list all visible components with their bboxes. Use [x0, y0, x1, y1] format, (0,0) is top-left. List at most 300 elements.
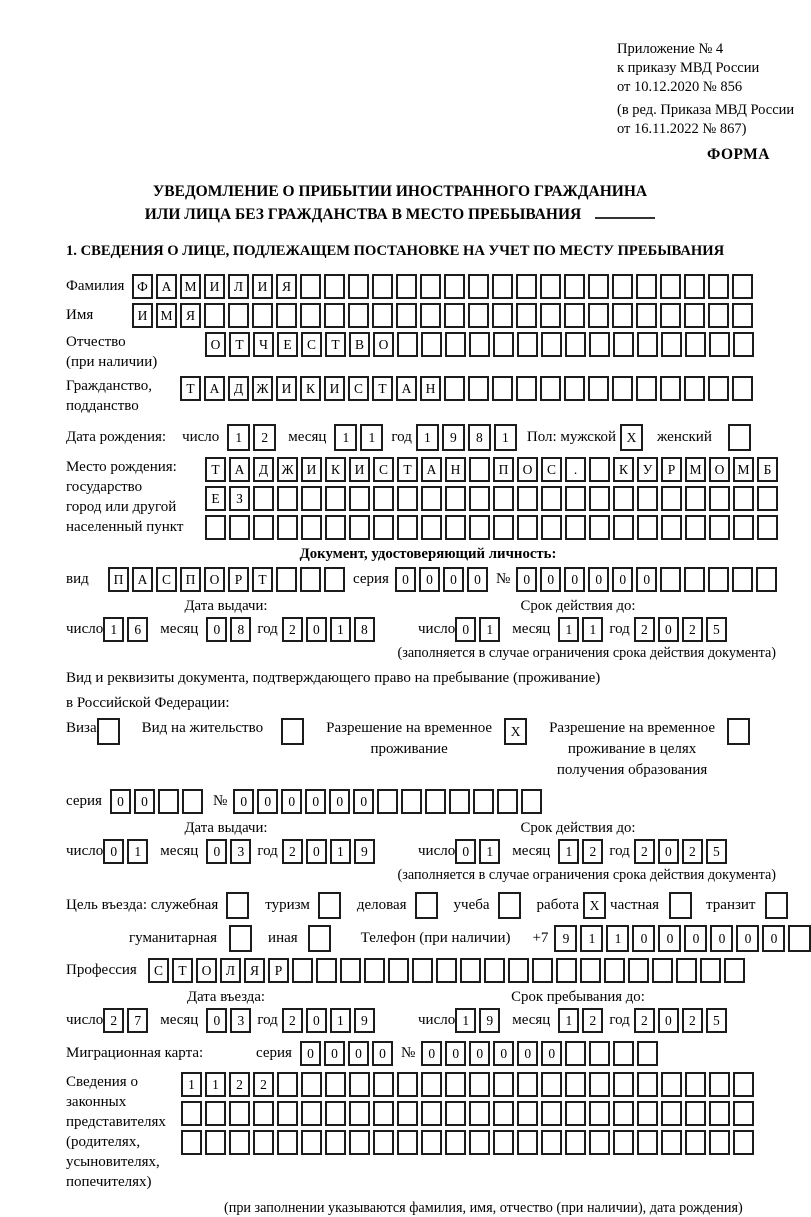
- char-cell[interactable]: [377, 789, 398, 814]
- char-cell[interactable]: Р: [661, 457, 682, 482]
- char-cell[interactable]: [613, 1130, 634, 1155]
- char-cell[interactable]: [564, 376, 585, 401]
- char-cell[interactable]: Я: [276, 274, 297, 299]
- char-cell[interactable]: З: [229, 486, 250, 511]
- char-cell[interactable]: [397, 1130, 418, 1155]
- char-cell[interactable]: [324, 567, 345, 592]
- char-cell[interactable]: 0: [134, 789, 155, 814]
- char-cell[interactable]: [589, 1130, 610, 1155]
- char-cell[interactable]: [445, 515, 466, 540]
- char-cell[interactable]: [517, 486, 538, 511]
- char-cell[interactable]: 0: [455, 617, 476, 642]
- char-cell[interactable]: [589, 1072, 610, 1097]
- char-cell[interactable]: 8: [230, 617, 251, 642]
- char-cell[interactable]: К: [613, 457, 634, 482]
- char-cell[interactable]: 1: [582, 617, 603, 642]
- char-cell[interactable]: [300, 303, 321, 328]
- char-cell[interactable]: 9: [479, 1008, 500, 1033]
- char-cell[interactable]: Т: [252, 567, 273, 592]
- char-cell[interactable]: [661, 486, 682, 511]
- char-cell[interactable]: [613, 1101, 634, 1126]
- char-cell[interactable]: [613, 1072, 634, 1097]
- char-cell[interactable]: [521, 789, 542, 814]
- char-cell[interactable]: [727, 718, 750, 745]
- char-cell[interactable]: [517, 1072, 538, 1097]
- char-cell[interactable]: [612, 303, 633, 328]
- char-cell[interactable]: [421, 332, 442, 357]
- char-cell[interactable]: Я: [180, 303, 201, 328]
- char-cell[interactable]: 1: [127, 839, 148, 864]
- char-cell[interactable]: [493, 332, 514, 357]
- char-cell[interactable]: [685, 1130, 706, 1155]
- char-cell[interactable]: 1: [103, 617, 124, 642]
- char-cell[interactable]: [564, 303, 585, 328]
- char-cell[interactable]: [517, 1101, 538, 1126]
- char-cell[interactable]: [229, 925, 252, 952]
- char-cell[interactable]: [253, 1101, 274, 1126]
- char-cell[interactable]: [205, 1101, 226, 1126]
- char-cell[interactable]: [669, 892, 692, 919]
- char-cell[interactable]: 0: [300, 1041, 321, 1066]
- char-cell[interactable]: [468, 376, 489, 401]
- char-cell[interactable]: [444, 376, 465, 401]
- char-cell[interactable]: [229, 1101, 250, 1126]
- char-cell[interactable]: [340, 958, 361, 983]
- char-cell[interactable]: 0: [324, 1041, 345, 1066]
- char-cell[interactable]: [301, 486, 322, 511]
- char-cell[interactable]: 0: [564, 567, 585, 592]
- char-cell[interactable]: 7: [127, 1008, 148, 1033]
- char-cell[interactable]: 1: [558, 617, 579, 642]
- char-cell[interactable]: 0: [306, 617, 327, 642]
- char-cell[interactable]: [508, 958, 529, 983]
- char-cell[interactable]: [684, 567, 705, 592]
- char-cell[interactable]: [469, 457, 490, 482]
- char-cell[interactable]: Т: [372, 376, 393, 401]
- char-cell[interactable]: 1: [479, 617, 500, 642]
- char-cell[interactable]: [661, 1130, 682, 1155]
- char-cell[interactable]: [709, 1101, 730, 1126]
- char-cell[interactable]: [637, 1101, 658, 1126]
- char-cell[interactable]: 2: [634, 617, 655, 642]
- char-cell[interactable]: 0: [636, 567, 657, 592]
- char-cell[interactable]: [589, 486, 610, 511]
- char-cell[interactable]: [158, 789, 179, 814]
- char-cell[interactable]: [676, 958, 697, 983]
- char-cell[interactable]: [728, 424, 751, 451]
- char-cell[interactable]: 0: [257, 789, 278, 814]
- char-cell[interactable]: И: [132, 303, 153, 328]
- char-cell[interactable]: X: [583, 892, 606, 919]
- char-cell[interactable]: Ж: [277, 457, 298, 482]
- char-cell[interactable]: [397, 515, 418, 540]
- char-cell[interactable]: 1: [181, 1072, 202, 1097]
- char-cell[interactable]: [498, 892, 521, 919]
- char-cell[interactable]: [421, 1130, 442, 1155]
- char-cell[interactable]: [349, 1101, 370, 1126]
- char-cell[interactable]: [684, 303, 705, 328]
- char-cell[interactable]: [349, 486, 370, 511]
- char-cell[interactable]: 3: [230, 839, 251, 864]
- char-cell[interactable]: [517, 1130, 538, 1155]
- char-cell[interactable]: [182, 789, 203, 814]
- char-cell[interactable]: [325, 1101, 346, 1126]
- char-cell[interactable]: 5: [706, 1008, 727, 1033]
- char-cell[interactable]: [301, 1101, 322, 1126]
- char-cell[interactable]: [565, 1072, 586, 1097]
- char-cell[interactable]: [444, 274, 465, 299]
- char-cell[interactable]: Ч: [253, 332, 274, 357]
- char-cell[interactable]: [308, 925, 331, 952]
- char-cell[interactable]: [685, 1072, 706, 1097]
- char-cell[interactable]: [637, 1041, 658, 1066]
- char-cell[interactable]: 8: [354, 617, 375, 642]
- char-cell[interactable]: [412, 958, 433, 983]
- char-cell[interactable]: [445, 332, 466, 357]
- char-cell[interactable]: [516, 376, 537, 401]
- char-cell[interactable]: [372, 274, 393, 299]
- char-cell[interactable]: С: [348, 376, 369, 401]
- char-cell[interactable]: [588, 303, 609, 328]
- char-cell[interactable]: [637, 1130, 658, 1155]
- char-cell[interactable]: Р: [268, 958, 289, 983]
- char-cell[interactable]: [449, 789, 470, 814]
- char-cell[interactable]: [709, 486, 730, 511]
- char-cell[interactable]: [445, 1072, 466, 1097]
- char-cell[interactable]: Т: [205, 457, 226, 482]
- char-cell[interactable]: Ф: [132, 274, 153, 299]
- char-cell[interactable]: [253, 1130, 274, 1155]
- char-cell[interactable]: 0: [684, 925, 707, 952]
- char-cell[interactable]: [637, 486, 658, 511]
- char-cell[interactable]: 0: [588, 567, 609, 592]
- char-cell[interactable]: Т: [229, 332, 250, 357]
- char-cell[interactable]: [661, 1101, 682, 1126]
- char-cell[interactable]: 0: [612, 567, 633, 592]
- char-cell[interactable]: [492, 376, 513, 401]
- char-cell[interactable]: [613, 486, 634, 511]
- char-cell[interactable]: [469, 332, 490, 357]
- char-cell[interactable]: [613, 332, 634, 357]
- char-cell[interactable]: [397, 1101, 418, 1126]
- char-cell[interactable]: 0: [762, 925, 785, 952]
- char-cell[interactable]: О: [204, 567, 225, 592]
- char-cell[interactable]: [493, 515, 514, 540]
- char-cell[interactable]: [277, 486, 298, 511]
- char-cell[interactable]: [397, 486, 418, 511]
- char-cell[interactable]: [565, 1101, 586, 1126]
- char-cell[interactable]: [276, 303, 297, 328]
- char-cell[interactable]: [588, 376, 609, 401]
- char-cell[interactable]: П: [108, 567, 129, 592]
- char-cell[interactable]: 9: [442, 424, 465, 451]
- char-cell[interactable]: Ж: [252, 376, 273, 401]
- char-cell[interactable]: [373, 1130, 394, 1155]
- char-cell[interactable]: [565, 1041, 586, 1066]
- char-cell[interactable]: А: [156, 274, 177, 299]
- char-cell[interactable]: [397, 1072, 418, 1097]
- char-cell[interactable]: [493, 1130, 514, 1155]
- char-cell[interactable]: [652, 958, 673, 983]
- char-cell[interactable]: 0: [443, 567, 464, 592]
- char-cell[interactable]: И: [252, 274, 273, 299]
- char-cell[interactable]: [733, 1130, 754, 1155]
- char-cell[interactable]: [589, 457, 610, 482]
- char-cell[interactable]: [565, 515, 586, 540]
- char-cell[interactable]: 0: [516, 567, 537, 592]
- char-cell[interactable]: [181, 1101, 202, 1126]
- char-cell[interactable]: [226, 892, 249, 919]
- char-cell[interactable]: 0: [206, 617, 227, 642]
- char-cell[interactable]: [276, 567, 297, 592]
- char-cell[interactable]: [444, 303, 465, 328]
- char-cell[interactable]: [709, 515, 730, 540]
- char-cell[interactable]: [277, 1101, 298, 1126]
- char-cell[interactable]: [565, 1130, 586, 1155]
- char-cell[interactable]: [205, 1130, 226, 1155]
- char-cell[interactable]: [300, 274, 321, 299]
- char-cell[interactable]: [401, 789, 422, 814]
- char-cell[interactable]: [253, 515, 274, 540]
- char-cell[interactable]: [181, 1130, 202, 1155]
- char-cell[interactable]: 0: [233, 789, 254, 814]
- char-cell[interactable]: [733, 486, 754, 511]
- char-cell[interactable]: И: [301, 457, 322, 482]
- char-cell[interactable]: 1: [330, 1008, 351, 1033]
- char-cell[interactable]: [613, 1041, 634, 1066]
- char-cell[interactable]: [301, 515, 322, 540]
- char-cell[interactable]: [277, 515, 298, 540]
- char-cell[interactable]: 9: [354, 1008, 375, 1033]
- char-cell[interactable]: [709, 332, 730, 357]
- char-cell[interactable]: [660, 376, 681, 401]
- char-cell[interactable]: О: [196, 958, 217, 983]
- char-cell[interactable]: [660, 567, 681, 592]
- char-cell[interactable]: 8: [468, 424, 491, 451]
- char-cell[interactable]: 1: [334, 424, 357, 451]
- char-cell[interactable]: А: [229, 457, 250, 482]
- char-cell[interactable]: 2: [634, 839, 655, 864]
- char-cell[interactable]: [436, 958, 457, 983]
- char-cell[interactable]: [756, 567, 777, 592]
- char-cell[interactable]: Р: [228, 567, 249, 592]
- char-cell[interactable]: [325, 515, 346, 540]
- char-cell[interactable]: [349, 1072, 370, 1097]
- char-cell[interactable]: Н: [420, 376, 441, 401]
- char-cell[interactable]: [661, 332, 682, 357]
- char-cell[interactable]: .: [565, 457, 586, 482]
- char-cell[interactable]: 0: [445, 1041, 466, 1066]
- char-cell[interactable]: С: [301, 332, 322, 357]
- char-cell[interactable]: А: [421, 457, 442, 482]
- char-cell[interactable]: [420, 303, 441, 328]
- char-cell[interactable]: [373, 486, 394, 511]
- char-cell[interactable]: 2: [582, 1008, 603, 1033]
- char-cell[interactable]: [445, 1101, 466, 1126]
- char-cell[interactable]: Е: [277, 332, 298, 357]
- char-cell[interactable]: И: [324, 376, 345, 401]
- char-cell[interactable]: [325, 1072, 346, 1097]
- char-cell[interactable]: [324, 303, 345, 328]
- char-cell[interactable]: [541, 1130, 562, 1155]
- char-cell[interactable]: М: [156, 303, 177, 328]
- char-cell[interactable]: [708, 274, 729, 299]
- char-cell[interactable]: [425, 789, 446, 814]
- char-cell[interactable]: [292, 958, 313, 983]
- char-cell[interactable]: 2: [682, 839, 703, 864]
- char-cell[interactable]: [685, 1101, 706, 1126]
- char-cell[interactable]: [757, 515, 778, 540]
- char-cell[interactable]: Я: [244, 958, 265, 983]
- char-cell[interactable]: [733, 515, 754, 540]
- char-cell[interactable]: [700, 958, 721, 983]
- char-cell[interactable]: [628, 958, 649, 983]
- char-cell[interactable]: [708, 376, 729, 401]
- char-cell[interactable]: [660, 303, 681, 328]
- char-cell[interactable]: [636, 274, 657, 299]
- char-cell[interactable]: [325, 1130, 346, 1155]
- char-cell[interactable]: [516, 274, 537, 299]
- char-cell[interactable]: [468, 303, 489, 328]
- char-cell[interactable]: [565, 332, 586, 357]
- char-cell[interactable]: Л: [228, 274, 249, 299]
- char-cell[interactable]: 6: [127, 617, 148, 642]
- char-cell[interactable]: [532, 958, 553, 983]
- char-cell[interactable]: П: [180, 567, 201, 592]
- char-cell[interactable]: О: [517, 457, 538, 482]
- char-cell[interactable]: [348, 274, 369, 299]
- char-cell[interactable]: [709, 1130, 730, 1155]
- char-cell[interactable]: О: [709, 457, 730, 482]
- char-cell[interactable]: [765, 892, 788, 919]
- char-cell[interactable]: 1: [558, 1008, 579, 1033]
- char-cell[interactable]: 0: [103, 839, 124, 864]
- char-cell[interactable]: 1: [455, 1008, 476, 1033]
- char-cell[interactable]: [229, 515, 250, 540]
- char-cell[interactable]: [469, 1072, 490, 1097]
- char-cell[interactable]: [564, 274, 585, 299]
- char-cell[interactable]: [757, 486, 778, 511]
- char-cell[interactable]: [709, 1072, 730, 1097]
- char-cell[interactable]: С: [148, 958, 169, 983]
- char-cell[interactable]: У: [637, 457, 658, 482]
- char-cell[interactable]: [661, 1072, 682, 1097]
- char-cell[interactable]: [469, 515, 490, 540]
- char-cell[interactable]: [473, 789, 494, 814]
- char-cell[interactable]: [372, 303, 393, 328]
- char-cell[interactable]: 0: [469, 1041, 490, 1066]
- char-cell[interactable]: [637, 515, 658, 540]
- char-cell[interactable]: 1: [227, 424, 250, 451]
- char-cell[interactable]: П: [493, 457, 514, 482]
- char-cell[interactable]: [497, 789, 518, 814]
- char-cell[interactable]: [732, 274, 753, 299]
- char-cell[interactable]: [589, 515, 610, 540]
- char-cell[interactable]: [637, 332, 658, 357]
- char-cell[interactable]: С: [156, 567, 177, 592]
- char-cell[interactable]: [205, 515, 226, 540]
- char-cell[interactable]: [685, 515, 706, 540]
- char-cell[interactable]: [604, 958, 625, 983]
- char-cell[interactable]: [516, 303, 537, 328]
- char-cell[interactable]: 1: [494, 424, 517, 451]
- char-cell[interactable]: [469, 486, 490, 511]
- char-cell[interactable]: X: [620, 424, 643, 451]
- char-cell[interactable]: [733, 1072, 754, 1097]
- char-cell[interactable]: Т: [325, 332, 346, 357]
- char-cell[interactable]: [493, 1101, 514, 1126]
- char-cell[interactable]: И: [349, 457, 370, 482]
- char-cell[interactable]: [373, 515, 394, 540]
- char-cell[interactable]: [540, 274, 561, 299]
- char-cell[interactable]: [484, 958, 505, 983]
- char-cell[interactable]: [229, 1130, 250, 1155]
- char-cell[interactable]: [589, 1041, 610, 1066]
- char-cell[interactable]: [421, 486, 442, 511]
- char-cell[interactable]: [661, 515, 682, 540]
- char-cell[interactable]: [300, 567, 321, 592]
- char-cell[interactable]: 0: [348, 1041, 369, 1066]
- char-cell[interactable]: 2: [282, 617, 303, 642]
- char-cell[interactable]: [373, 1072, 394, 1097]
- char-cell[interactable]: Н: [445, 457, 466, 482]
- char-cell[interactable]: 0: [517, 1041, 538, 1066]
- char-cell[interactable]: [228, 303, 249, 328]
- char-cell[interactable]: [612, 376, 633, 401]
- char-cell[interactable]: [397, 332, 418, 357]
- char-cell[interactable]: 0: [632, 925, 655, 952]
- char-cell[interactable]: [660, 274, 681, 299]
- char-cell[interactable]: 1: [416, 424, 439, 451]
- char-cell[interactable]: 0: [306, 839, 327, 864]
- char-cell[interactable]: 1: [558, 839, 579, 864]
- char-cell[interactable]: 0: [455, 839, 476, 864]
- char-cell[interactable]: 0: [658, 925, 681, 952]
- char-cell[interactable]: [348, 303, 369, 328]
- char-cell[interactable]: 0: [395, 567, 416, 592]
- char-cell[interactable]: 1: [479, 839, 500, 864]
- char-cell[interactable]: Е: [205, 486, 226, 511]
- char-cell[interactable]: [556, 958, 577, 983]
- char-cell[interactable]: О: [205, 332, 226, 357]
- char-cell[interactable]: 5: [706, 617, 727, 642]
- char-cell[interactable]: 1: [580, 925, 603, 952]
- char-cell[interactable]: [788, 925, 811, 952]
- char-cell[interactable]: [421, 515, 442, 540]
- char-cell[interactable]: 0: [329, 789, 350, 814]
- char-cell[interactable]: [349, 1130, 370, 1155]
- char-cell[interactable]: 1: [330, 617, 351, 642]
- char-cell[interactable]: 0: [658, 617, 679, 642]
- char-cell[interactable]: [541, 515, 562, 540]
- char-cell[interactable]: [540, 376, 561, 401]
- char-cell[interactable]: [420, 274, 441, 299]
- char-cell[interactable]: М: [733, 457, 754, 482]
- char-cell[interactable]: [732, 376, 753, 401]
- char-cell[interactable]: [684, 274, 705, 299]
- char-cell[interactable]: 0: [658, 1008, 679, 1033]
- char-cell[interactable]: [349, 515, 370, 540]
- char-cell[interactable]: 0: [736, 925, 759, 952]
- char-cell[interactable]: 2: [253, 1072, 274, 1097]
- char-cell[interactable]: [724, 958, 745, 983]
- char-cell[interactable]: А: [204, 376, 225, 401]
- char-cell[interactable]: С: [541, 457, 562, 482]
- char-cell[interactable]: [324, 274, 345, 299]
- char-cell[interactable]: [708, 567, 729, 592]
- char-cell[interactable]: 1: [205, 1072, 226, 1097]
- char-cell[interactable]: [204, 303, 225, 328]
